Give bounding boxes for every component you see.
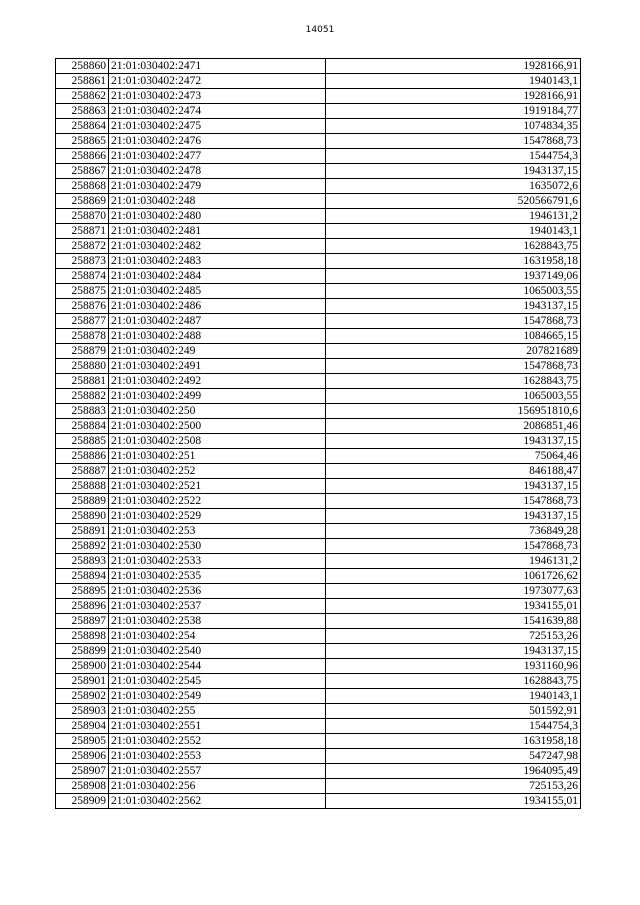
row-number-cell: 258865 bbox=[56, 134, 109, 149]
row-number-cell: 258884 bbox=[56, 419, 109, 434]
row-number-cell: 258877 bbox=[56, 314, 109, 329]
cadastral-value-cell: 1934155,01 bbox=[326, 794, 581, 809]
table-row bbox=[56, 419, 581, 434]
row-number-cell: 258862 bbox=[56, 89, 109, 104]
cadastral-value-cell: 1065003,55 bbox=[326, 284, 581, 299]
table-row bbox=[56, 659, 581, 674]
row-number-cell: 258891 bbox=[56, 524, 109, 539]
cadastral-value-cell: 1928166,91 bbox=[326, 89, 581, 104]
cadastral-number-cell: 21:01:030402:2487 bbox=[109, 314, 326, 329]
cadastral-number-cell: 21:01:030402:2529 bbox=[109, 509, 326, 524]
row-number-cell: 258904 bbox=[56, 719, 109, 734]
table-row bbox=[56, 374, 581, 389]
table-row bbox=[56, 59, 581, 74]
cadastral-value-cell: 1943137,15 bbox=[326, 509, 581, 524]
cadastral-value-cell: 1946131,2 bbox=[326, 554, 581, 569]
row-number-cell: 258906 bbox=[56, 749, 109, 764]
row-number-cell: 258893 bbox=[56, 554, 109, 569]
table-row bbox=[56, 599, 581, 614]
row-number-cell: 258860 bbox=[56, 59, 109, 74]
cadastral-number-cell: 21:01:030402:2486 bbox=[109, 299, 326, 314]
cadastral-value-cell: 547247,98 bbox=[326, 749, 581, 764]
cadastral-value-cell: 1547868,73 bbox=[326, 494, 581, 509]
table-row bbox=[56, 329, 581, 344]
cadastral-number-cell: 21:01:030402:2551 bbox=[109, 719, 326, 734]
cadastral-value-cell: 1943137,15 bbox=[326, 479, 581, 494]
cadastral-number-cell: 21:01:030402:2538 bbox=[109, 614, 326, 629]
cadastral-number-cell: 21:01:030402:2552 bbox=[109, 734, 326, 749]
table-row bbox=[56, 179, 581, 194]
table-row bbox=[56, 344, 581, 359]
row-number-cell: 258882 bbox=[56, 389, 109, 404]
cadastral-number-cell: 21:01:030402:2491 bbox=[109, 359, 326, 374]
cadastral-value-cell: 1628843,75 bbox=[326, 374, 581, 389]
table-row bbox=[56, 554, 581, 569]
table-row bbox=[56, 584, 581, 599]
row-number-cell: 258905 bbox=[56, 734, 109, 749]
cadastral-value-cell: 1919184,77 bbox=[326, 104, 581, 119]
cadastral-number-cell: 21:01:030402:2482 bbox=[109, 239, 326, 254]
cadastral-value-cell: 846188,47 bbox=[326, 464, 581, 479]
row-number-cell: 258888 bbox=[56, 479, 109, 494]
cadastral-number-cell: 21:01:030402:2536 bbox=[109, 584, 326, 599]
cadastral-value-cell: 1547868,73 bbox=[326, 134, 581, 149]
row-number-cell: 258908 bbox=[56, 779, 109, 794]
cadastral-value-cell: 156951810,6 bbox=[326, 404, 581, 419]
table-row bbox=[56, 749, 581, 764]
cadastral-number-cell: 21:01:030402:2545 bbox=[109, 674, 326, 689]
cadastral-number-cell: 21:01:030402:2544 bbox=[109, 659, 326, 674]
cadastral-value-cell: 501592,91 bbox=[326, 704, 581, 719]
cadastral-number-cell: 21:01:030402:2478 bbox=[109, 164, 326, 179]
cadastral-value-cell: 1943137,15 bbox=[326, 644, 581, 659]
table-row bbox=[56, 359, 581, 374]
cadastral-value-cell: 1940143,1 bbox=[326, 74, 581, 89]
cadastral-value-cell: 1544754,3 bbox=[326, 719, 581, 734]
cadastral-value-cell: 1084665,15 bbox=[326, 329, 581, 344]
table-row bbox=[56, 269, 581, 284]
cadastral-number-cell: 21:01:030402:255 bbox=[109, 704, 326, 719]
cadastral-value-cell: 207821689 bbox=[326, 344, 581, 359]
row-number-cell: 258897 bbox=[56, 614, 109, 629]
row-number-cell: 258890 bbox=[56, 509, 109, 524]
cadastral-number-cell: 21:01:030402:248 bbox=[109, 194, 326, 209]
row-number-cell: 258868 bbox=[56, 179, 109, 194]
row-number-cell: 258872 bbox=[56, 239, 109, 254]
table-row bbox=[56, 254, 581, 269]
table-row bbox=[56, 194, 581, 209]
table-row bbox=[56, 794, 581, 809]
table-row bbox=[56, 239, 581, 254]
row-number-cell: 258863 bbox=[56, 104, 109, 119]
row-number-cell: 258900 bbox=[56, 659, 109, 674]
cadastral-number-cell: 21:01:030402:249 bbox=[109, 344, 326, 359]
cadastral-number-cell: 21:01:030402:2553 bbox=[109, 749, 326, 764]
row-number-cell: 258885 bbox=[56, 434, 109, 449]
cadastral-number-cell: 21:01:030402:254 bbox=[109, 629, 326, 644]
cadastral-value-cell: 520566791,6 bbox=[326, 194, 581, 209]
table-row bbox=[56, 134, 581, 149]
table-row bbox=[56, 284, 581, 299]
table-row bbox=[56, 779, 581, 794]
table-row bbox=[56, 104, 581, 119]
cadastral-value-cell: 1931160,96 bbox=[326, 659, 581, 674]
cadastral-number-cell: 21:01:030402:2522 bbox=[109, 494, 326, 509]
row-number-cell: 258902 bbox=[56, 689, 109, 704]
row-number-cell: 258896 bbox=[56, 599, 109, 614]
cadastral-number-cell: 21:01:030402:2485 bbox=[109, 284, 326, 299]
row-number-cell: 258899 bbox=[56, 644, 109, 659]
cadastral-value-cell: 1547868,73 bbox=[326, 314, 581, 329]
cadastral-number-cell: 21:01:030402:2471 bbox=[109, 59, 326, 74]
cadastral-value-cell: 1074834,35 bbox=[326, 119, 581, 134]
cadastral-number-cell: 21:01:030402:256 bbox=[109, 779, 326, 794]
cadastral-number-cell: 21:01:030402:2475 bbox=[109, 119, 326, 134]
cadastral-value-cell: 1943137,15 bbox=[326, 434, 581, 449]
table-row bbox=[56, 164, 581, 179]
cadastral-number-cell: 21:01:030402:252 bbox=[109, 464, 326, 479]
cadastral-number-cell: 21:01:030402:2473 bbox=[109, 89, 326, 104]
table-row bbox=[56, 299, 581, 314]
table-row bbox=[56, 74, 581, 89]
row-number-cell: 258889 bbox=[56, 494, 109, 509]
row-number-cell: 258880 bbox=[56, 359, 109, 374]
table-row bbox=[56, 509, 581, 524]
table-row bbox=[56, 524, 581, 539]
row-number-cell: 258864 bbox=[56, 119, 109, 134]
table-row bbox=[56, 764, 581, 779]
cadastral-value-cell: 725153,26 bbox=[326, 629, 581, 644]
table-row bbox=[56, 539, 581, 554]
cadastral-value-cell: 1943137,15 bbox=[326, 164, 581, 179]
table-row bbox=[56, 89, 581, 104]
row-number-cell: 258901 bbox=[56, 674, 109, 689]
table-row bbox=[56, 449, 581, 464]
cadastral-value-cell: 1541639,88 bbox=[326, 614, 581, 629]
cadastral-number-cell: 21:01:030402:2472 bbox=[109, 74, 326, 89]
cadastral-value-cell: 1544754,3 bbox=[326, 149, 581, 164]
table-row bbox=[56, 644, 581, 659]
row-number-cell: 258870 bbox=[56, 209, 109, 224]
cadastral-value-cell: 1973077,63 bbox=[326, 584, 581, 599]
cadastral-value-cell: 1635072,6 bbox=[326, 179, 581, 194]
cadastral-value-cell: 725153,26 bbox=[326, 779, 581, 794]
cadastral-value-cell: 1946131,2 bbox=[326, 209, 581, 224]
cadastral-value-cell: 1628843,75 bbox=[326, 239, 581, 254]
cadastral-number-cell: 21:01:030402:250 bbox=[109, 404, 326, 419]
cadastral-number-cell: 21:01:030402:2477 bbox=[109, 149, 326, 164]
row-number-cell: 258883 bbox=[56, 404, 109, 419]
table-row bbox=[56, 224, 581, 239]
table-row bbox=[56, 119, 581, 134]
cadastral-number-cell: 21:01:030402:251 bbox=[109, 449, 326, 464]
cadastral-number-cell: 21:01:030402:2562 bbox=[109, 794, 326, 809]
table-row bbox=[56, 494, 581, 509]
cadastral-number-cell: 21:01:030402:2492 bbox=[109, 374, 326, 389]
table-row bbox=[56, 209, 581, 224]
cadastral-number-cell: 21:01:030402:2535 bbox=[109, 569, 326, 584]
table-row bbox=[56, 314, 581, 329]
row-number-cell: 258898 bbox=[56, 629, 109, 644]
row-number-cell: 258887 bbox=[56, 464, 109, 479]
row-number-cell: 258871 bbox=[56, 224, 109, 239]
table-row bbox=[56, 689, 581, 704]
cadastral-number-cell: 21:01:030402:2540 bbox=[109, 644, 326, 659]
cadastral-number-cell: 21:01:030402:2483 bbox=[109, 254, 326, 269]
table-row bbox=[56, 389, 581, 404]
cadastral-value-cell: 2086851,46 bbox=[326, 419, 581, 434]
cadastral-number-cell: 21:01:030402:2480 bbox=[109, 209, 326, 224]
cadastral-number-cell: 21:01:030402:2537 bbox=[109, 599, 326, 614]
table-row bbox=[56, 149, 581, 164]
table-row bbox=[56, 569, 581, 584]
cadastral-number-cell: 21:01:030402:2488 bbox=[109, 329, 326, 344]
cadastral-number-cell: 21:01:030402:2500 bbox=[109, 419, 326, 434]
row-number-cell: 258866 bbox=[56, 149, 109, 164]
row-number-cell: 258903 bbox=[56, 704, 109, 719]
cadastral-number-cell: 21:01:030402:2549 bbox=[109, 689, 326, 704]
cadastral-value-cell: 75064,46 bbox=[326, 449, 581, 464]
cadastral-value-cell: 1061726,62 bbox=[326, 569, 581, 584]
cadastral-number-cell: 21:01:030402:2508 bbox=[109, 434, 326, 449]
cadastral-number-cell: 21:01:030402:2484 bbox=[109, 269, 326, 284]
row-number-cell: 258895 bbox=[56, 584, 109, 599]
row-number-cell: 258874 bbox=[56, 269, 109, 284]
cadastral-number-cell: 21:01:030402:2474 bbox=[109, 104, 326, 119]
table-row bbox=[56, 404, 581, 419]
cadastral-value-cell: 1940143,1 bbox=[326, 689, 581, 704]
row-number-cell: 258909 bbox=[56, 794, 109, 809]
row-number-cell: 258861 bbox=[56, 74, 109, 89]
cadastral-number-cell: 21:01:030402:2476 bbox=[109, 134, 326, 149]
row-number-cell: 258875 bbox=[56, 284, 109, 299]
cadastral-value-cell: 1065003,55 bbox=[326, 389, 581, 404]
cadastral-value-cell: 1940143,1 bbox=[326, 224, 581, 239]
cadastral-number-cell: 21:01:030402:253 bbox=[109, 524, 326, 539]
row-number-cell: 258881 bbox=[56, 374, 109, 389]
row-number-cell: 258878 bbox=[56, 329, 109, 344]
cadastral-number-cell: 21:01:030402:2499 bbox=[109, 389, 326, 404]
table-row bbox=[56, 674, 581, 689]
cadastral-number-cell: 21:01:030402:2479 bbox=[109, 179, 326, 194]
row-number-cell: 258876 bbox=[56, 299, 109, 314]
page-number: 14051 bbox=[305, 25, 335, 35]
cadastral-number-cell: 21:01:030402:2521 bbox=[109, 479, 326, 494]
table-row bbox=[56, 479, 581, 494]
cadastral-number-cell: 21:01:030402:2533 bbox=[109, 554, 326, 569]
cadastral-number-cell: 21:01:030402:2557 bbox=[109, 764, 326, 779]
row-number-cell: 258886 bbox=[56, 449, 109, 464]
cadastral-value-cell: 1547868,73 bbox=[326, 359, 581, 374]
cadastral-value-cell: 1943137,15 bbox=[326, 299, 581, 314]
row-number-cell: 258873 bbox=[56, 254, 109, 269]
row-number-cell: 258879 bbox=[56, 344, 109, 359]
row-number-cell: 258892 bbox=[56, 539, 109, 554]
cadastral-value-cell: 1937149,06 bbox=[326, 269, 581, 284]
cadastral-value-cell: 1628843,75 bbox=[326, 674, 581, 689]
cadastral-number-cell: 21:01:030402:2530 bbox=[109, 539, 326, 554]
table-row bbox=[56, 434, 581, 449]
row-number-cell: 258869 bbox=[56, 194, 109, 209]
cadastral-value-cell: 1964095,49 bbox=[326, 764, 581, 779]
cadastral-value-cell: 1928166,91 bbox=[326, 59, 581, 74]
row-number-cell: 258907 bbox=[56, 764, 109, 779]
cadastral-value-cell: 1547868,73 bbox=[326, 539, 581, 554]
table-row bbox=[56, 464, 581, 479]
table-body bbox=[56, 59, 581, 809]
cadastral-value-cell: 1631958,18 bbox=[326, 734, 581, 749]
table-row bbox=[56, 629, 581, 644]
table-row bbox=[56, 614, 581, 629]
table-row bbox=[56, 704, 581, 719]
cadastral-value-table bbox=[55, 58, 581, 809]
cadastral-value-cell: 1934155,01 bbox=[326, 599, 581, 614]
row-number-cell: 258894 bbox=[56, 569, 109, 584]
cadastral-value-cell: 1631958,18 bbox=[326, 254, 581, 269]
cadastral-number-cell: 21:01:030402:2481 bbox=[109, 224, 326, 239]
cadastral-value-cell: 736849,28 bbox=[326, 524, 581, 539]
row-number-cell: 258867 bbox=[56, 164, 109, 179]
table-row bbox=[56, 734, 581, 749]
table-row bbox=[56, 719, 581, 734]
